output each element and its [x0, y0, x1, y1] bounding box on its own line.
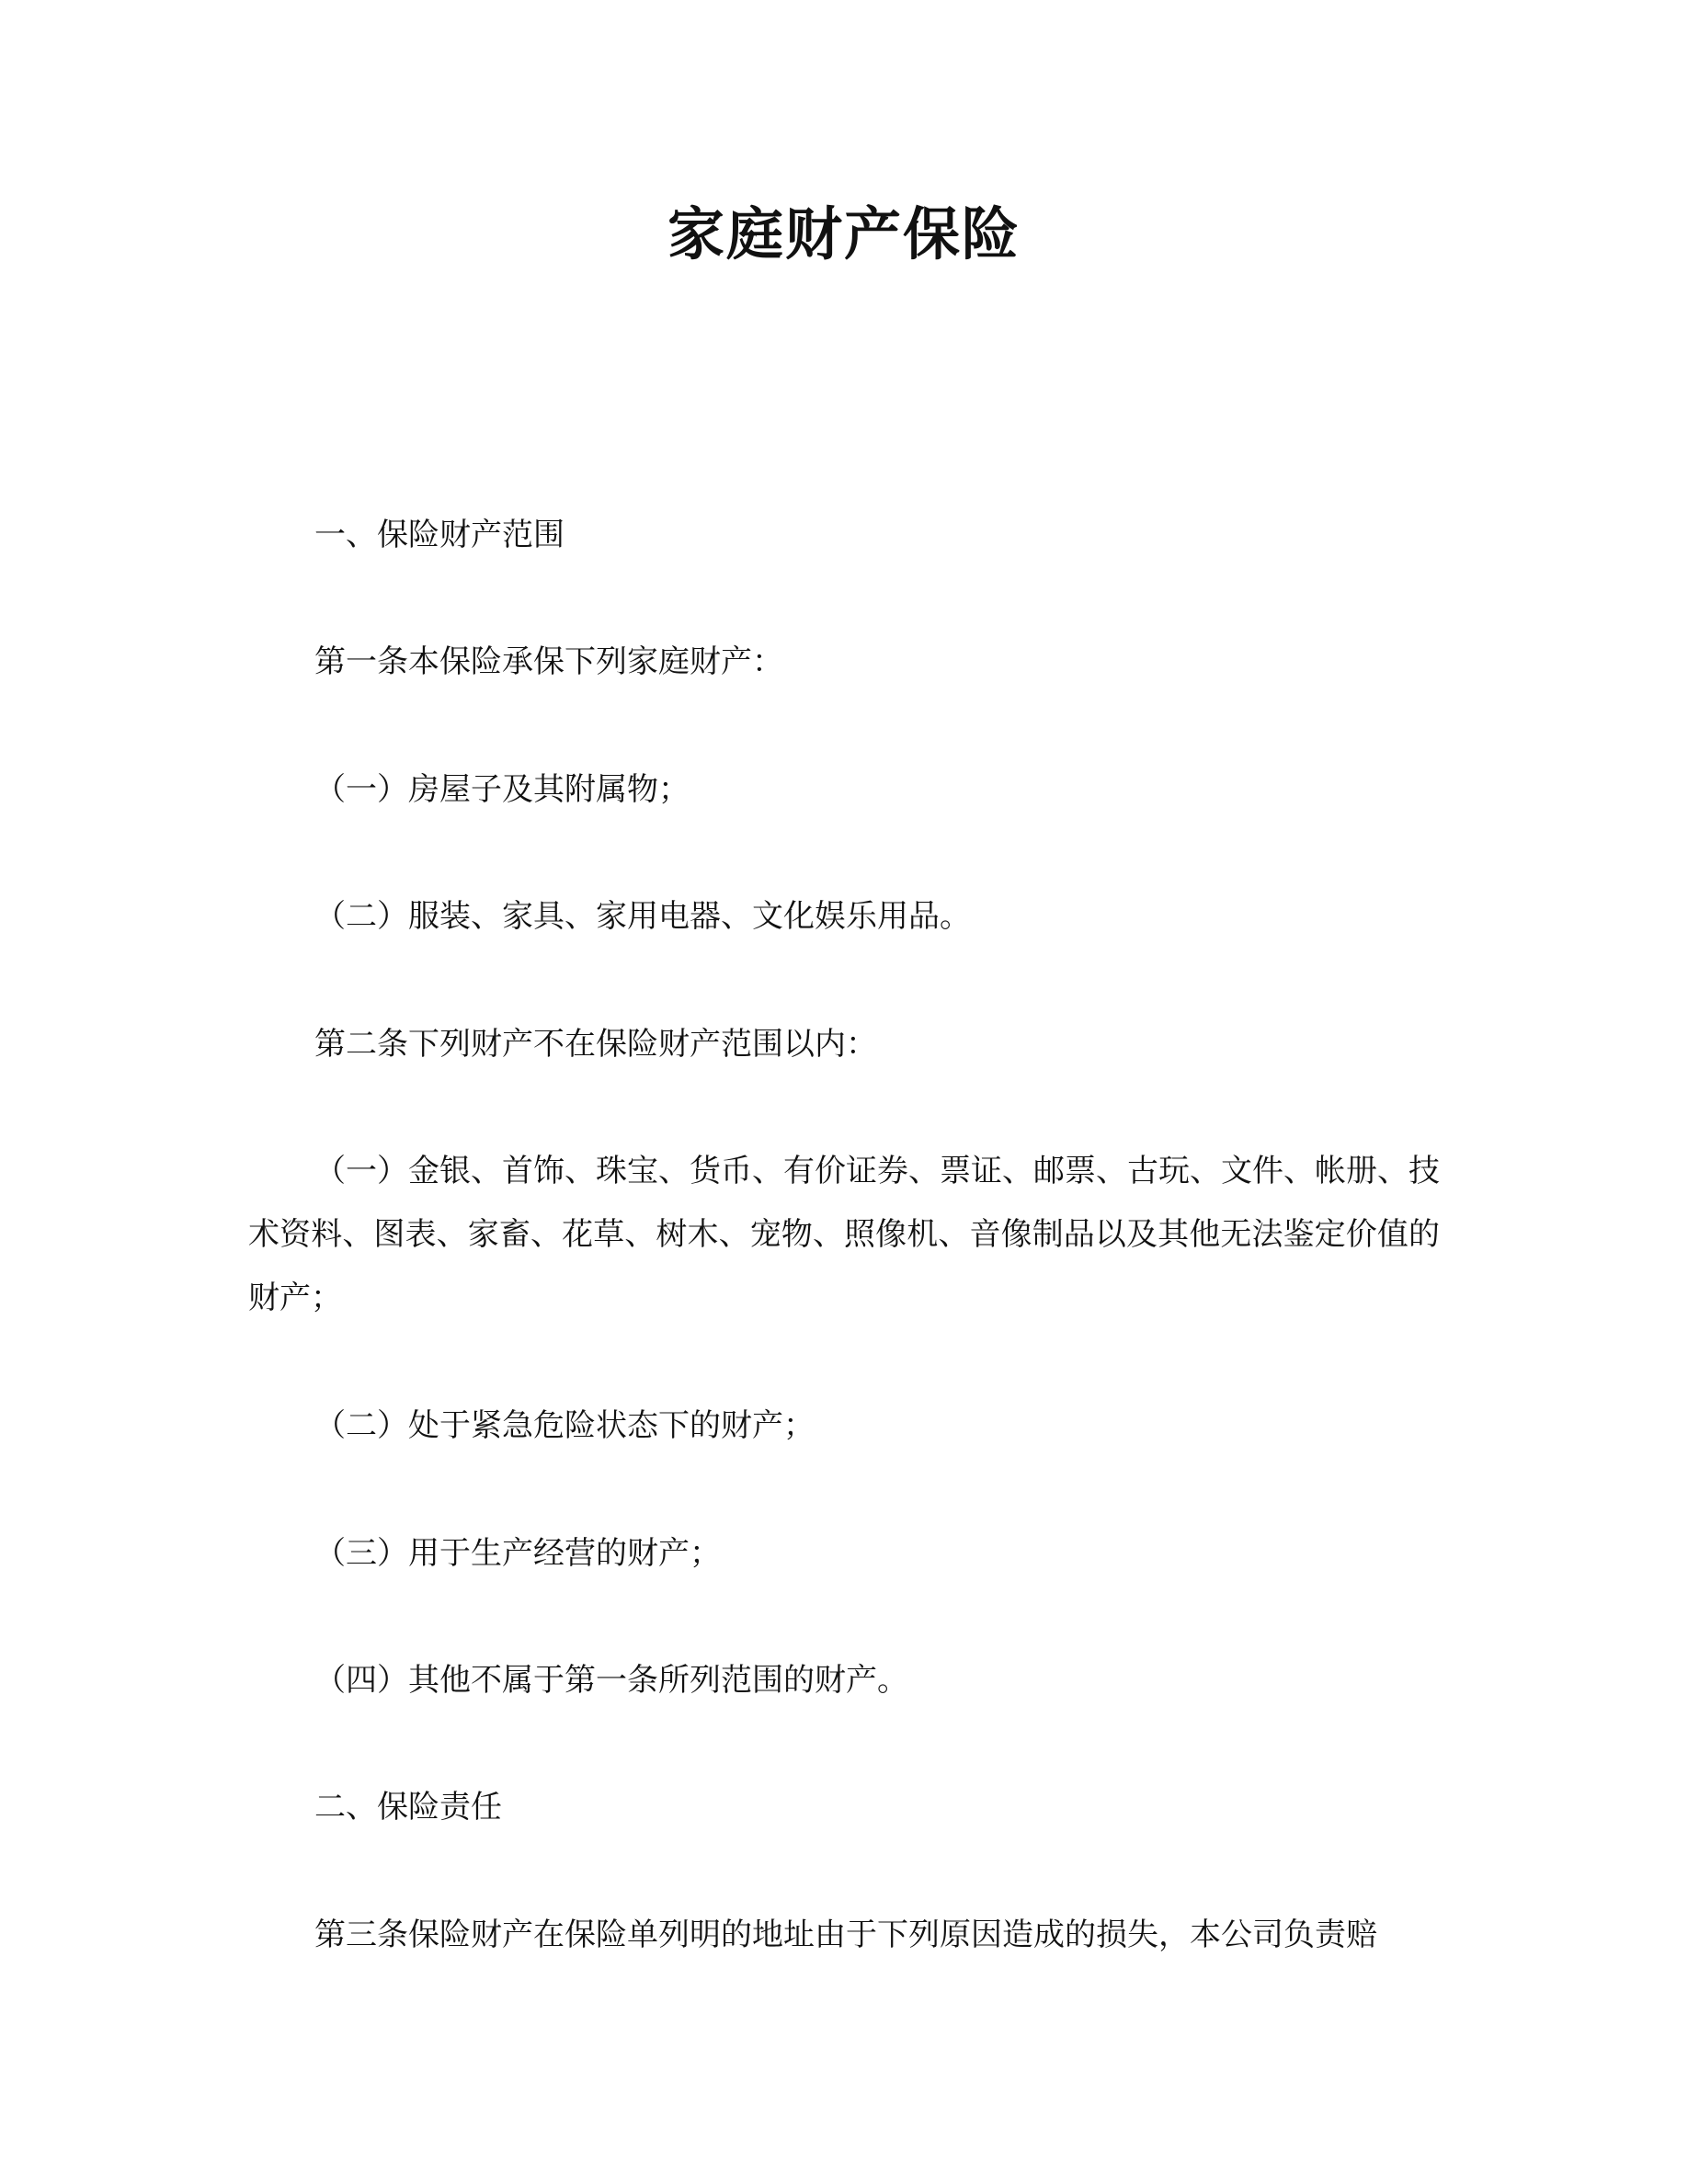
- article-1-item-2: （二）服装、家具、家用电器、文化娱乐用品。: [314, 898, 971, 935]
- document-title: 家庭财产保险: [667, 200, 1021, 267]
- article-1-item-1: （一）房屋子及其附属物；: [314, 771, 690, 808]
- article-2-item-4: （四）其他不属于第一条所列范围的财产。: [314, 1662, 908, 1699]
- article-2-item-3: （三）用于生产经营的财产；: [314, 1535, 721, 1572]
- article-3: 第三条保险财产在保险单列明的地址由于下列原因造成的损失，本公司负责赔: [314, 1917, 1377, 1953]
- article-2-item-1: （一）金银、首饰、珠宝、货币、有价证券、票证、邮票、古玩、文件、帐册、技术资料、图表、家畜、花草、树木、宠物、照像机、音像制品以及其他无法鉴定价值的财产；: [248, 1153, 1440, 1316]
- section-heading-2: 二、保险责任: [314, 1789, 502, 1826]
- section-heading-1: 一、保险财产范围: [314, 517, 565, 553]
- article-1: 第一条本保险承保下列家庭财产：: [314, 643, 783, 680]
- article-2: 第二条下列财产不在保险财产范围以内：: [314, 1026, 877, 1063]
- article-2-item-2: （二）处于紧急危险状态下的财产；: [314, 1407, 815, 1444]
